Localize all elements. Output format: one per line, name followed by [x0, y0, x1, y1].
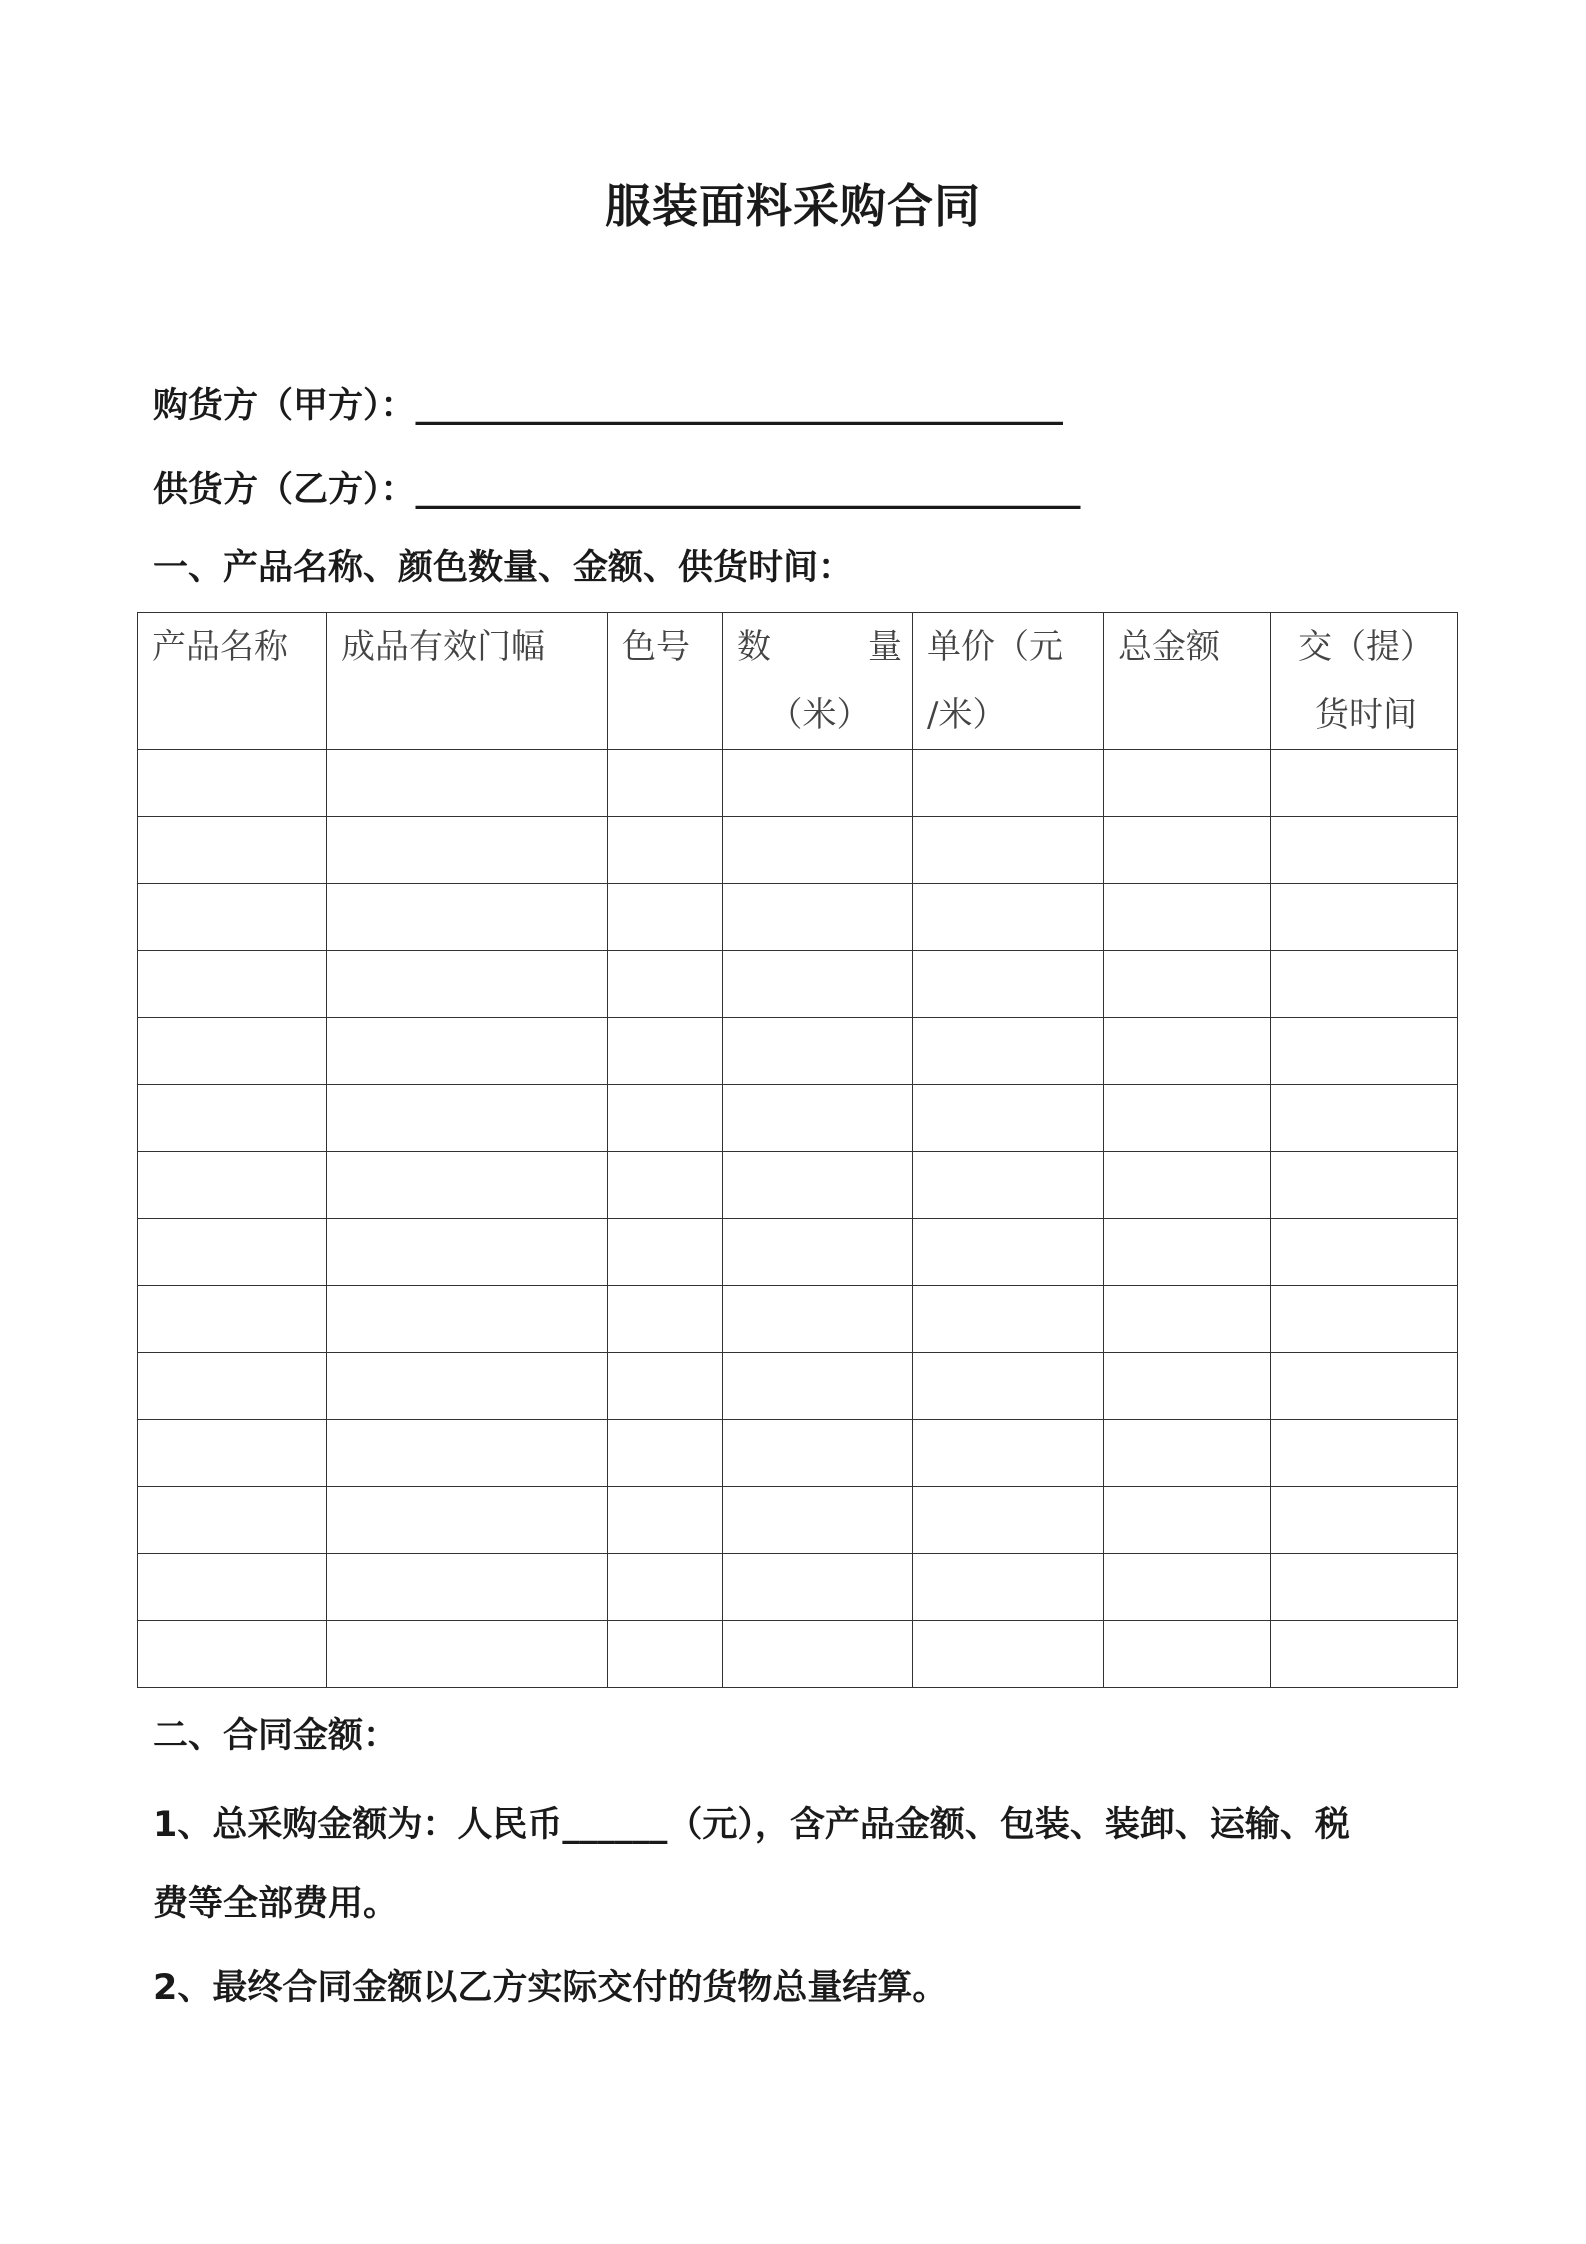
table-row: [138, 817, 1458, 884]
clause2-line: 2、最终合同金额以乙方实际交付的货物总量结算。: [153, 1968, 948, 2008]
table-cell[interactable]: [327, 1219, 608, 1286]
header-color-no: [608, 613, 723, 750]
table-cell[interactable]: [1104, 1487, 1271, 1554]
table-cell[interactable]: [1271, 1219, 1458, 1286]
table-cell[interactable]: [1104, 1621, 1271, 1688]
table-cell[interactable]: [138, 750, 327, 817]
table-cell[interactable]: [1104, 884, 1271, 951]
table-cell[interactable]: [1104, 1420, 1271, 1487]
table-cell[interactable]: [913, 951, 1104, 1018]
header-product-name: [138, 613, 327, 750]
table-cell[interactable]: [327, 884, 608, 951]
table-cell[interactable]: [1104, 1219, 1271, 1286]
table-cell[interactable]: [1104, 1554, 1271, 1621]
table-cell[interactable]: [608, 1018, 723, 1085]
table-cell[interactable]: [913, 1554, 1104, 1621]
clause1-line2: 费等全部费用。: [153, 1884, 399, 1924]
table-cell[interactable]: [1104, 750, 1271, 817]
table-cell[interactable]: [608, 951, 723, 1018]
table-row: [138, 951, 1458, 1018]
table-cell[interactable]: [913, 817, 1104, 884]
table-cell[interactable]: [723, 951, 913, 1018]
table-cell[interactable]: [608, 1621, 723, 1688]
goods-table-body: [138, 750, 1458, 1688]
table-cell[interactable]: [1104, 1018, 1271, 1085]
table-cell[interactable]: [1271, 1487, 1458, 1554]
table-cell[interactable]: [913, 1621, 1104, 1688]
table-cell[interactable]: [1104, 1353, 1271, 1420]
header-quantity-row1: [737, 613, 902, 681]
table-cell[interactable]: [913, 1219, 1104, 1286]
table-cell[interactable]: [723, 884, 913, 951]
seller-party-line: 供货方（乙方）：______________________________________: [153, 470, 1081, 510]
table-cell[interactable]: [1271, 750, 1458, 817]
table-row: [138, 1085, 1458, 1152]
table-cell[interactable]: [327, 1085, 608, 1152]
table-cell[interactable]: [138, 1487, 327, 1554]
table-row: [138, 1018, 1458, 1085]
header-quantity-unit: （米）: [768, 695, 871, 735]
table-cell[interactable]: [1271, 1018, 1458, 1085]
table-cell[interactable]: [327, 1353, 608, 1420]
table-cell[interactable]: [723, 1085, 913, 1152]
table-row: [138, 1487, 1458, 1554]
clause1-line1: 1、总采购金额为：人民币______（元），含产品金额、包装、装卸、运输、税: [153, 1805, 1350, 1845]
header-effective-width-label: 成品有效门幅: [341, 627, 545, 667]
table-cell[interactable]: [327, 951, 608, 1018]
table-cell[interactable]: [1271, 951, 1458, 1018]
header-unit-price: [913, 613, 1104, 750]
table-cell[interactable]: [138, 1018, 327, 1085]
table-cell[interactable]: [913, 1487, 1104, 1554]
table-cell[interactable]: [723, 1018, 913, 1085]
table-cell[interactable]: [913, 1286, 1104, 1353]
table-row: [138, 1621, 1458, 1688]
table-cell[interactable]: [138, 1353, 327, 1420]
table-cell[interactable]: [138, 1554, 327, 1621]
table-cell[interactable]: [913, 1353, 1104, 1420]
table-cell[interactable]: [913, 1152, 1104, 1219]
table-cell[interactable]: [138, 1286, 327, 1353]
table-header-row: [138, 613, 1458, 750]
table-row: [138, 750, 1458, 817]
table-cell[interactable]: [913, 1420, 1104, 1487]
table-cell[interactable]: [608, 1487, 723, 1554]
section1-heading: 一、产品名称、颜色数量、金额、供货时间：: [153, 548, 854, 588]
table-row: [138, 1554, 1458, 1621]
header-color-no-label: 色号: [622, 627, 690, 667]
table-cell[interactable]: [723, 1152, 913, 1219]
table-cell[interactable]: [1271, 817, 1458, 884]
header-delivery-line2: 货时间: [1315, 695, 1417, 735]
header-unit-price-line2: /米）: [927, 695, 1007, 735]
table-cell[interactable]: [138, 1085, 327, 1152]
table-cell[interactable]: [1271, 1152, 1458, 1219]
table-cell[interactable]: [327, 750, 608, 817]
buyer-party-line: 购货方（甲方）：_____________________________________: [153, 386, 1064, 426]
table-cell[interactable]: [1104, 1085, 1271, 1152]
table-cell[interactable]: [913, 1018, 1104, 1085]
table-cell[interactable]: [608, 1085, 723, 1152]
header-quantity-part1: 数: [737, 627, 771, 667]
table-cell[interactable]: [327, 1018, 608, 1085]
header-delivery-time: [1271, 613, 1458, 750]
table-cell[interactable]: [1271, 1085, 1458, 1152]
goods-table: [137, 612, 1458, 1688]
header-total-amount-label: 总金额: [1118, 627, 1220, 667]
table-row: [138, 1286, 1458, 1353]
table-cell[interactable]: [608, 750, 723, 817]
table-row: [138, 1219, 1458, 1286]
table-cell[interactable]: [608, 817, 723, 884]
table-cell[interactable]: [723, 1487, 913, 1554]
table-cell[interactable]: [723, 750, 913, 817]
table-cell[interactable]: [327, 817, 608, 884]
header-effective-width: [327, 613, 608, 750]
table-row: [138, 1152, 1458, 1219]
table-cell[interactable]: [608, 1219, 723, 1286]
table-cell[interactable]: [1104, 951, 1271, 1018]
table-cell[interactable]: [913, 750, 1104, 817]
table-cell[interactable]: [138, 951, 327, 1018]
table-cell[interactable]: [1104, 1286, 1271, 1353]
table-cell[interactable]: [608, 1152, 723, 1219]
table-cell[interactable]: [608, 1286, 723, 1353]
table-cell[interactable]: [723, 1420, 913, 1487]
header-delivery-line1: 交（提）: [1298, 627, 1434, 667]
table-cell[interactable]: [1271, 1353, 1458, 1420]
table-cell[interactable]: [723, 817, 913, 884]
table-cell[interactable]: [723, 1554, 913, 1621]
section2-heading: 二、合同金额：: [153, 1716, 399, 1756]
table-cell[interactable]: [138, 1219, 327, 1286]
table-cell[interactable]: [608, 1554, 723, 1621]
header-product-name-label: 产品名称: [152, 627, 288, 667]
table-cell[interactable]: [1271, 1286, 1458, 1353]
table-cell[interactable]: [138, 1152, 327, 1219]
table-cell[interactable]: [1104, 1152, 1271, 1219]
table-cell[interactable]: [1271, 884, 1458, 951]
table-cell[interactable]: [1271, 1621, 1458, 1688]
table-cell[interactable]: [327, 1554, 608, 1621]
table-cell[interactable]: [608, 1420, 723, 1487]
table-row: [138, 884, 1458, 951]
table-cell[interactable]: [327, 1487, 608, 1554]
table-cell[interactable]: [138, 1621, 327, 1688]
table-cell[interactable]: [327, 1286, 608, 1353]
table-cell[interactable]: [138, 1420, 327, 1487]
header-total-amount: [1104, 613, 1271, 750]
table-cell[interactable]: [608, 1353, 723, 1420]
header-quantity: [723, 613, 913, 750]
table-cell[interactable]: [723, 1219, 913, 1286]
page-title: 服装面料采购合同: [605, 179, 981, 233]
table-row: [138, 1353, 1458, 1420]
header-quantity-part2: 量: [868, 627, 902, 667]
table-cell[interactable]: [723, 1621, 913, 1688]
table-cell[interactable]: [1104, 817, 1271, 884]
table-cell[interactable]: [1271, 1554, 1458, 1621]
table-cell[interactable]: [913, 1085, 1104, 1152]
table-cell[interactable]: [327, 1621, 608, 1688]
header-unit-price-line1: 单价（元: [927, 627, 1063, 667]
table-cell[interactable]: [327, 1152, 608, 1219]
table-cell[interactable]: [608, 884, 723, 951]
table-cell[interactable]: [138, 884, 327, 951]
table-cell[interactable]: [913, 884, 1104, 951]
table-cell[interactable]: [138, 817, 327, 884]
table-cell[interactable]: [723, 1353, 913, 1420]
table-row: [138, 1420, 1458, 1487]
table-cell[interactable]: [723, 1286, 913, 1353]
table-cell[interactable]: [327, 1420, 608, 1487]
table-cell[interactable]: [1271, 1420, 1458, 1487]
